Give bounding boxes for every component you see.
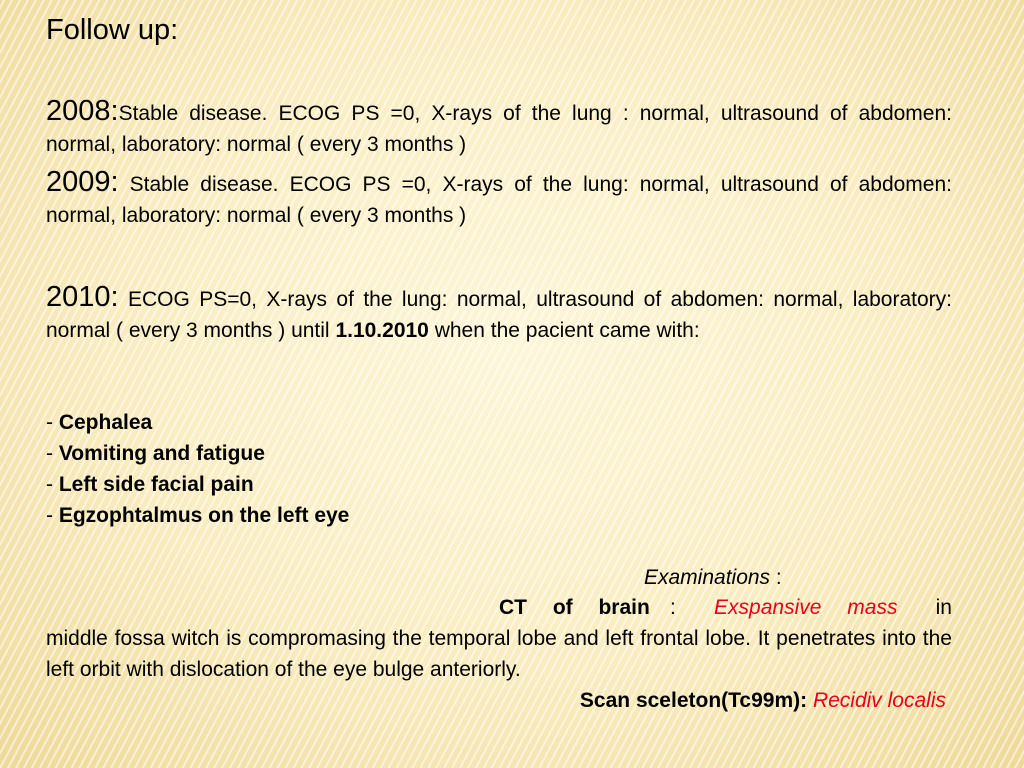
scan-label: Scan sceleton(Tc99m): bbox=[579, 689, 808, 712]
symptom-text: Vomiting and fatigue bbox=[58, 442, 265, 465]
page-title: Follow up: bbox=[46, 14, 179, 46]
symptom-text: Left side facial pain bbox=[58, 473, 254, 496]
ct-finding: Exspansive mass bbox=[714, 596, 898, 619]
year-2010: 2010: bbox=[46, 281, 119, 313]
bullet-dash: - bbox=[46, 473, 59, 496]
ct-in: in bbox=[935, 596, 952, 619]
ct-colon: : bbox=[670, 596, 676, 619]
followup-2010 bbox=[46, 282, 952, 346]
followup-2010-text-after: when the pacient came with: bbox=[428, 319, 700, 342]
symptom-list bbox=[46, 407, 349, 531]
followup-2008-text: Stable disease. ECOG PS =0, X-rays of the lung : normal, ultrasound of abdomen: normal, laboratory: normal ( every 3 months ) bbox=[46, 102, 952, 156]
ct-brain-first-line bbox=[46, 592, 952, 623]
followup-2009 bbox=[46, 167, 952, 231]
bullet-dash: - bbox=[46, 411, 59, 434]
ct-label: CT of brain bbox=[499, 596, 650, 619]
ct-brain bbox=[46, 592, 952, 685]
list-item bbox=[46, 438, 349, 469]
scan-result: Recidiv localis bbox=[812, 689, 946, 712]
year-2009: 2009: bbox=[46, 166, 119, 198]
list-item bbox=[46, 469, 349, 500]
examinations-heading bbox=[46, 562, 952, 593]
symptom-text: Cephalea bbox=[58, 411, 153, 434]
examinations-label: Examinations bbox=[644, 566, 771, 589]
list-item bbox=[46, 407, 349, 438]
followup-2009-text: Stable disease. ECOG PS =0, X-rays of the lung: normal, ultrasound of abdomen: normal, laboratory: normal ( every 3 months ) bbox=[46, 173, 952, 227]
ct-text: middle fossa witch is compromasing the temporal lobe and left frontal lobe. It penetrates into the left orbit with dislocation of the eye bulge anteriorly. bbox=[46, 627, 952, 681]
bullet-dash: - bbox=[46, 442, 59, 465]
scan-skeleton bbox=[46, 685, 946, 716]
list-item bbox=[46, 500, 349, 531]
followup-2010-date: 1.10.2010 bbox=[335, 319, 429, 342]
examinations-colon: : bbox=[770, 566, 782, 589]
symptom-text: Egzophtalmus on the left eye bbox=[58, 504, 350, 527]
bullet-dash: - bbox=[46, 504, 59, 527]
year-2008: 2008: bbox=[46, 95, 119, 127]
followup-2010-text: ECOG PS=0, X-rays of the lung: normal, ultrasound of abdomen: normal, laboratory: normal ( every 3 months ) until bbox=[46, 288, 952, 342]
followup-2008 bbox=[46, 96, 952, 160]
